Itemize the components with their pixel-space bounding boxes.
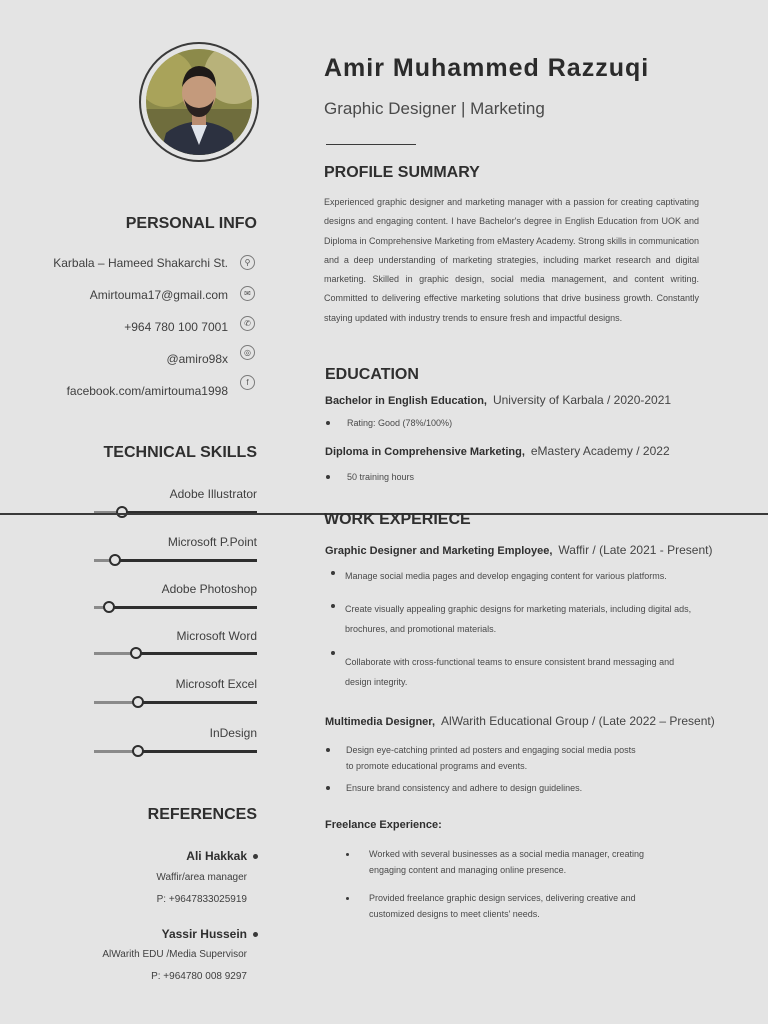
reference-phone[interactable]: P: +964780 008 9297 bbox=[151, 971, 247, 982]
reference-bullet bbox=[253, 932, 258, 937]
job-title-entry bbox=[325, 543, 712, 557]
reference-bullet bbox=[253, 854, 258, 859]
job-bullet: Design eye-catching printed ad posters and engaging social media posts to promote educational programs and events. bbox=[346, 745, 636, 771]
skill-knob bbox=[130, 647, 142, 659]
job-bullet: Create visually appealing graphic designs for marketing materials, including digital ads, brochures, and promotional materials. bbox=[345, 604, 692, 634]
bullet-dot bbox=[331, 651, 335, 655]
reference-role: AlWarith EDU /Media Supervisor bbox=[102, 949, 247, 960]
references-heading: REFERENCES bbox=[147, 806, 257, 823]
contact-phone[interactable]: +964 780 100 7001 bbox=[124, 320, 228, 334]
freelance-heading: Freelance Experience: bbox=[325, 819, 442, 831]
bullet-dot bbox=[331, 571, 335, 575]
bullet-dot bbox=[331, 604, 335, 608]
skill-bar-excel bbox=[94, 701, 257, 704]
skill-bar-indesign bbox=[94, 750, 257, 753]
contact-facebook[interactable]: facebook.com/amirtouma1998 bbox=[66, 384, 228, 398]
skill-knob bbox=[109, 554, 121, 566]
contact-instagram[interactable]: @amiro98x bbox=[166, 352, 228, 366]
job-detail: Waffir / (Late 2021 - Present) bbox=[558, 543, 713, 557]
facebook-icon: f bbox=[240, 375, 255, 390]
full-name: Amir Muhammed Razzuqi bbox=[324, 54, 650, 82]
skill-knob bbox=[132, 745, 144, 757]
degree-name: Bachelor in English Education, bbox=[325, 395, 487, 407]
bullet-dot bbox=[326, 748, 330, 752]
personal-info-heading: PERSONAL INFO bbox=[125, 215, 257, 232]
degree-detail: University of Karbala / 2020-2021 bbox=[492, 393, 672, 407]
contact-address: Karbala – Hameed Shakarchi St. bbox=[53, 256, 228, 270]
job-bullet: Collaborate with cross-functional teams to ensure consistent brand messaging and design integrity. bbox=[345, 657, 675, 687]
profile-summary-text: Experienced graphic designer and marketing manager with a passion for creating captivating designs and engaging content. I have Bachelor's degree in English Education from UOK and Diploma in Comprehensive Marketing from eMastery Academy. Strong skills in communication and a deep understanding of marketing strategies, including market research and digital marketing. Skilled in graphic design, social media management, and content writing. Committed to delivering effective marketing solutions that drive business growth. Constantly staying updated with industry trends to ensure fresh and impactful designs. bbox=[324, 197, 699, 323]
skill-label: InDesign bbox=[209, 726, 257, 740]
skill-label: Adobe Photoshop bbox=[161, 582, 257, 596]
freelance-title bbox=[325, 819, 442, 831]
job-position: Graphic Designer and Marketing Employee, bbox=[325, 545, 553, 557]
job-bullet: Manage social media pages and develop engaging content for various platforms. bbox=[345, 571, 667, 581]
reference-name: Ali Hakkak bbox=[186, 849, 247, 863]
bullet-dot bbox=[346, 897, 349, 900]
skill-label: Microsoft Word bbox=[176, 629, 257, 643]
bullet-dot bbox=[326, 421, 330, 425]
education-heading: EDUCATION bbox=[325, 366, 419, 383]
skill-knob bbox=[116, 506, 128, 518]
job-title: Graphic Designer | Marketing bbox=[324, 99, 545, 118]
location-icon: ⚲ bbox=[240, 255, 255, 270]
technical-skills-heading: TECHNICAL SKILLS bbox=[103, 444, 257, 461]
job-bullet: Ensure brand consistency and adhere to design guidelines. bbox=[346, 783, 583, 793]
skill-label: Adobe Illustrator bbox=[169, 487, 257, 501]
skill-bar-powerpoint bbox=[94, 559, 257, 562]
phone-icon: ✆ bbox=[240, 316, 255, 331]
contact-email[interactable]: Amirtouma17@gmail.com bbox=[89, 288, 228, 302]
instagram-icon: ◎ bbox=[240, 345, 255, 360]
skill-bar-word bbox=[94, 652, 257, 655]
degree-name: Diploma in Comprehensive Marketing, bbox=[325, 446, 525, 458]
education-entry-title bbox=[325, 444, 670, 458]
skill-label: Microsoft P.Point bbox=[167, 535, 257, 549]
profile-photo bbox=[146, 49, 252, 155]
skill-label: Microsoft Excel bbox=[175, 677, 257, 691]
avatar bbox=[146, 49, 252, 155]
profile-summary-heading: PROFILE SUMMARY bbox=[324, 164, 480, 181]
freelance-bullet: Provided freelance graphic design services, delivering creative and customized designs to meet clients' needs. bbox=[369, 893, 636, 919]
work-experience-heading: WORK EXPERIECE bbox=[324, 511, 471, 528]
job-position: Multimedia Designer, bbox=[325, 716, 436, 728]
bullet-dot bbox=[326, 786, 330, 790]
education-entry-title bbox=[325, 393, 671, 407]
skill-bar-photoshop bbox=[94, 606, 257, 609]
email-icon: ✉ bbox=[240, 286, 255, 301]
name-underline bbox=[326, 144, 416, 145]
freelance-bullet: Worked with several businesses as a social media manager, creating engaging content and managing online presence. bbox=[369, 849, 644, 875]
skill-knob bbox=[132, 696, 144, 708]
job-title-entry bbox=[325, 714, 715, 728]
bullet-dot bbox=[346, 853, 349, 856]
reference-phone[interactable]: P: +9647833025919 bbox=[156, 894, 247, 905]
reference-role: Waffir/area manager bbox=[156, 872, 247, 883]
job-detail: AlWarith Educational Group / (Late 2022 – Present) bbox=[441, 714, 715, 728]
reference-name: Yassir Hussein bbox=[161, 927, 247, 941]
education-bullet: Rating: Good (78%/100%) bbox=[347, 418, 453, 428]
bullet-dot bbox=[326, 475, 330, 479]
degree-detail: eMastery Academy / 2022 bbox=[530, 444, 670, 458]
skill-knob bbox=[103, 601, 115, 613]
education-bullet: 50 training hours bbox=[347, 472, 415, 482]
